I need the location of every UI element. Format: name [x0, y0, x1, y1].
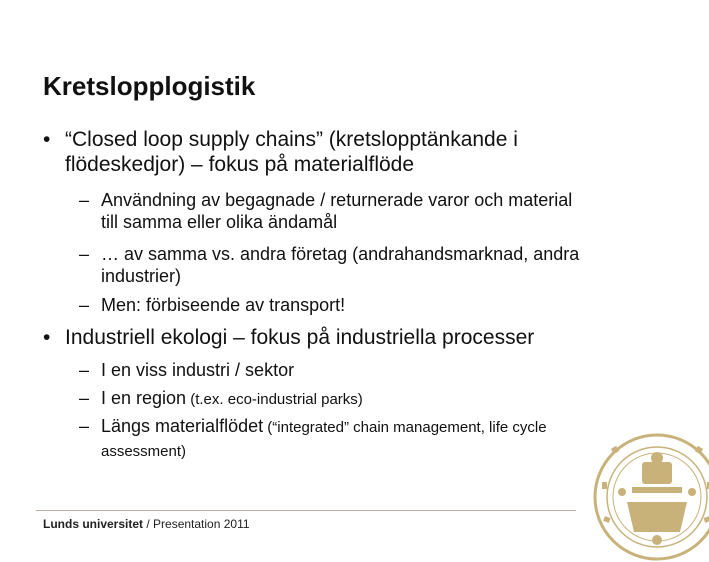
sub-bullet-marker: – — [79, 190, 90, 210]
slide-title: Kretslopplogistik — [43, 71, 256, 101]
sub-bullet-marker: – — [79, 388, 90, 408]
footer-org: Lunds universitet — [43, 517, 144, 531]
sub-bullet-marker: – — [79, 360, 90, 380]
footer-presentation: Presentation 2011 — [153, 517, 250, 531]
sub-bullet-text-wrap — [101, 387, 661, 411]
sub-bullet-note: (t.ex. eco-industrial parks) — [186, 391, 363, 408]
bullet-text: Industriell ekologi – fokus på industriella processer — [65, 326, 535, 349]
sub-bullet-marker: – — [79, 416, 90, 436]
sub-bullet-note: (“integrated” chain management, life cycle assessment) — [101, 419, 547, 460]
sub-bullet-marker: – — [79, 244, 90, 264]
bullet-text: “Closed loop supply chains” (kretslopptänkande i flödeskedjor) – fokus på materialflöde — [65, 128, 518, 176]
sub-bullet-text: Längs materialflödet — [101, 416, 264, 436]
sub-bullet-text-wrap — [101, 415, 661, 463]
bullet-marker: • — [43, 326, 51, 349]
footer-separator: / — [143, 517, 154, 531]
sub-bullet-marker: – — [79, 295, 90, 315]
footer — [43, 517, 250, 531]
sub-bullet-text: Användning av begagnade / returnerade varor och material till samma eller olika ändamål — [101, 190, 573, 232]
footer-divider — [36, 510, 576, 511]
university-seal-icon — [592, 432, 709, 562]
sub-bullet-text: Men: förbiseende av transport! — [101, 295, 346, 315]
sub-bullet-text: I en region — [101, 388, 187, 408]
sub-bullet-text: … av samma vs. andra företag (andrahandsmarknad, andra industrier) — [101, 244, 580, 286]
bullet-marker: • — [43, 128, 51, 151]
sub-bullet-text: I en viss industri / sektor — [101, 360, 295, 380]
